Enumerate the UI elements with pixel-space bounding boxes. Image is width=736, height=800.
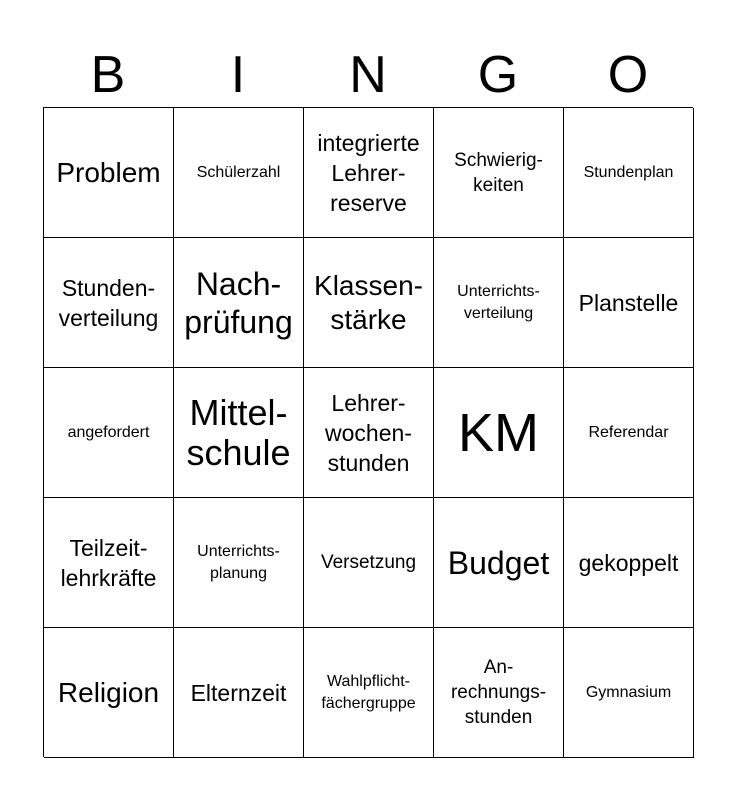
cell-text: Problem [56,156,161,188]
cell-text: Stundenplan [583,163,674,181]
bingo-cell[interactable] [434,108,564,238]
bingo-cell[interactable] [304,238,434,368]
bingo-cell[interactable] [564,238,694,368]
cell-text: Gymnasium [585,683,672,701]
bingo-cell[interactable] [304,108,434,238]
bingo-cell[interactable] [44,628,174,758]
cell-text: Nach- prüfung [184,265,293,340]
cell-text: Mittel- schule [186,391,291,473]
header-letter-b: B [90,46,126,104]
header-letter-g: G [477,46,519,104]
cell-text: Versetzung [320,552,417,573]
cell-text: Klassen- stärke [314,269,423,335]
header-letter-o: O [607,46,649,104]
bingo-cell[interactable] [44,498,174,628]
cell-text: Lehrer- wochen- stunden [325,389,412,476]
cell-text: Unterrichts- verteilung [457,282,540,322]
bingo-cell[interactable] [564,108,694,238]
bingo-cell[interactable] [174,498,304,628]
cell-text: integrierte Lehrer- reserve [317,129,420,216]
cell-text: Planstelle [578,289,679,316]
cell-text: Referendar [588,423,669,441]
cell-text: An- rechnungs- stunden [450,657,547,728]
bingo-cell[interactable] [564,368,694,498]
cell-text: Wahlpflicht- fächergruppe [321,672,416,712]
bingo-card-grid [43,107,693,757]
bingo-cell[interactable] [304,498,434,628]
cell-text: angefordert [67,423,150,441]
bingo-cell[interactable] [174,238,304,368]
bingo-cell[interactable] [174,628,304,758]
bingo-header [43,44,693,106]
bingo-cell[interactable] [44,368,174,498]
bingo-cell[interactable] [434,628,564,758]
bingo-cell[interactable] [174,368,304,498]
bingo-cell[interactable] [434,498,564,628]
bingo-cell[interactable] [434,238,564,368]
cell-text: KM [458,402,539,463]
cell-text: Elternzeit [190,679,287,706]
cell-text: Schwierig- keiten [454,149,543,196]
bingo-cell[interactable] [174,108,304,238]
cell-text: Religion [57,676,160,708]
header-letter-n: N [349,46,387,104]
cell-text: Unterrichts- planung [197,542,280,582]
cell-text: Budget [447,544,550,581]
cell-text: Schülerzahl [196,163,281,181]
bingo-cell[interactable] [304,628,434,758]
bingo-cell[interactable] [564,498,694,628]
bingo-cell[interactable] [44,108,174,238]
cell-text: Stunden- verteilung [58,274,159,331]
cell-text: gekoppelt [578,549,679,576]
bingo-cell[interactable] [434,368,564,498]
cell-text: Teilzeit- lehrkräfte [60,534,157,591]
bingo-cell[interactable] [564,628,694,758]
bingo-cell[interactable] [304,368,434,498]
header-letter-i: I [230,46,246,104]
bingo-cell[interactable] [44,238,174,368]
